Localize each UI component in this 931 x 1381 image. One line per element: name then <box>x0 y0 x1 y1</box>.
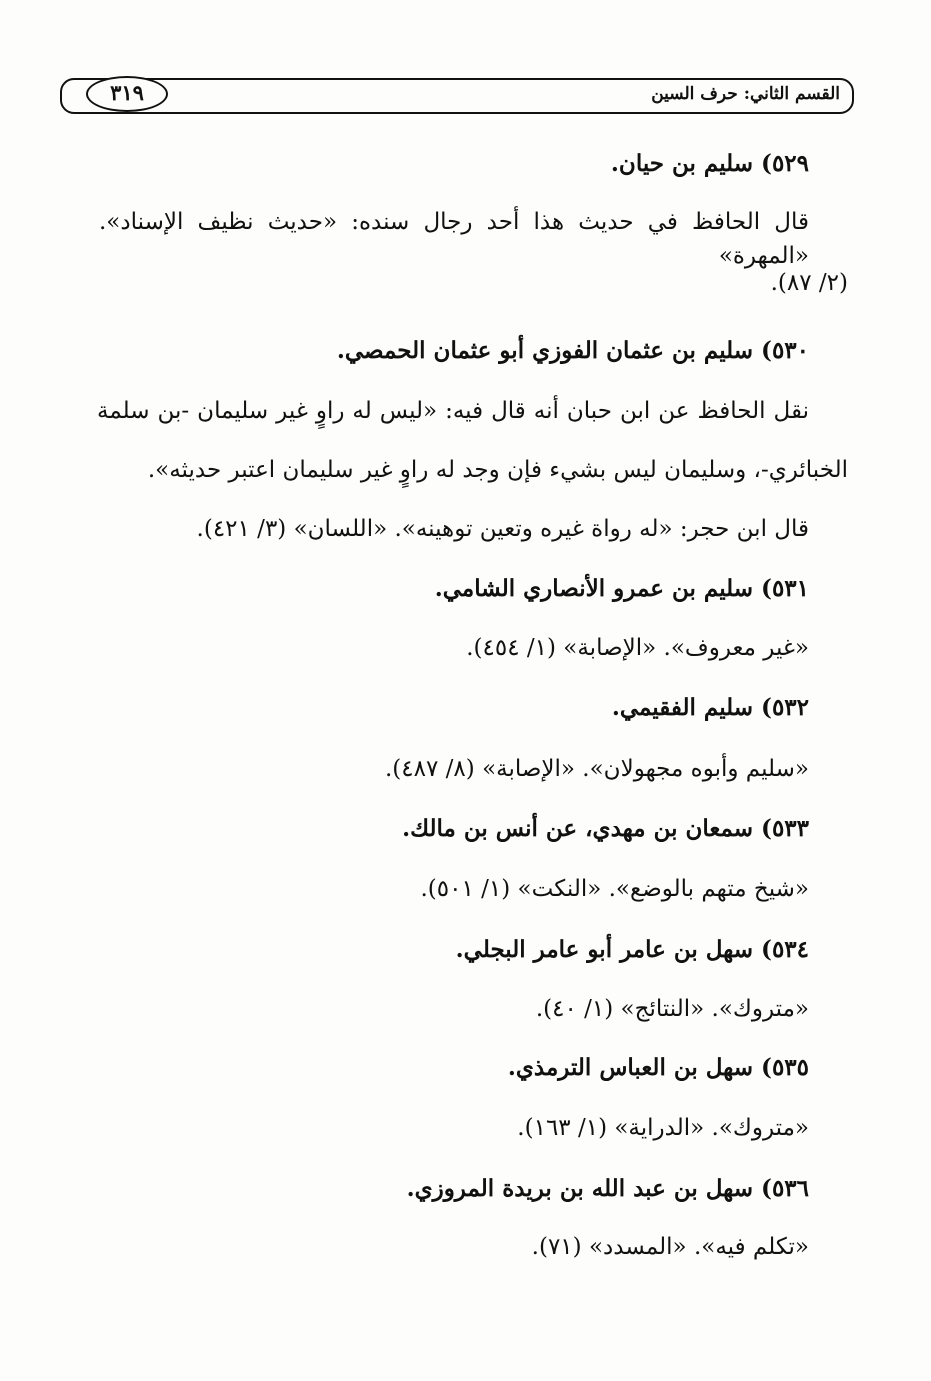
entry-530-text-2: الخبائري-، وسليمان ليس بشيء فإن وجد له راوٍ غير سليمان اعتبر حديثه». <box>147 457 848 483</box>
entry-535-name: ٥٣٥) سهل بن العباس الترمذي. <box>507 1054 809 1081</box>
entry-529-ref: (٢/ ٨٧). <box>770 270 848 296</box>
entry-533-text: «شيخ متهم بالوضع». «النكت» (١/ ٥٠١). <box>420 876 809 902</box>
page-number: ٣١٩ <box>86 76 168 112</box>
entry-532-name: ٥٣٢) سليم الفقيمي. <box>611 694 809 721</box>
entry-529-name: ٥٢٩) سليم بن حيان. <box>610 150 809 177</box>
entry-531-text: «غير معروف». «الإصابة» (١/ ٤٥٤). <box>466 635 809 661</box>
header-title: القسم الثاني: حرف السين <box>651 84 840 104</box>
entry-536-text: «تكلم فيه». «المسدد» (٧١). <box>531 1234 809 1260</box>
entry-533-name: ٥٣٣) سمعان بن مهدي، عن أنس بن مالك. <box>402 815 809 842</box>
entry-530-text-3: قال ابن حجر: «له رواة غيره وتعين توهينه». «اللسان» (٣/ ٤٢١). <box>196 516 809 542</box>
entry-534-name: ٥٣٤) سهل بن عامر أبو عامر البجلي. <box>455 936 809 963</box>
entry-532-text: «سليم وأبوه مجهولان». «الإصابة» (٨/ ٤٨٧). <box>385 756 809 782</box>
entry-536-name: ٥٣٦) سهل بن عبد الله بن بريدة المروزي. <box>406 1175 809 1202</box>
entry-530-name: ٥٣٠) سليم بن عثمان الفوزي أبو عثمان الحمصي. <box>336 337 809 364</box>
entry-529-text: قال الحافظ في حديث هذا أحد رجال سنده: «حديث نظيف الإسناد». «المهرة» <box>99 209 809 269</box>
running-header <box>60 78 854 114</box>
entry-534-text: «متروك». «النتائج» (١/ ٤٠). <box>535 996 809 1022</box>
entry-535-text: «متروك». «الدراية» (١/ ١٦٣). <box>517 1115 809 1141</box>
entry-531-name: ٥٣١) سليم بن عمرو الأنصاري الشامي. <box>434 575 809 602</box>
entry-530-text-1: نقل الحافظ عن ابن حبان أنه قال فيه: «ليس له راوٍ غير سليمان -بن سلمة <box>97 398 809 424</box>
